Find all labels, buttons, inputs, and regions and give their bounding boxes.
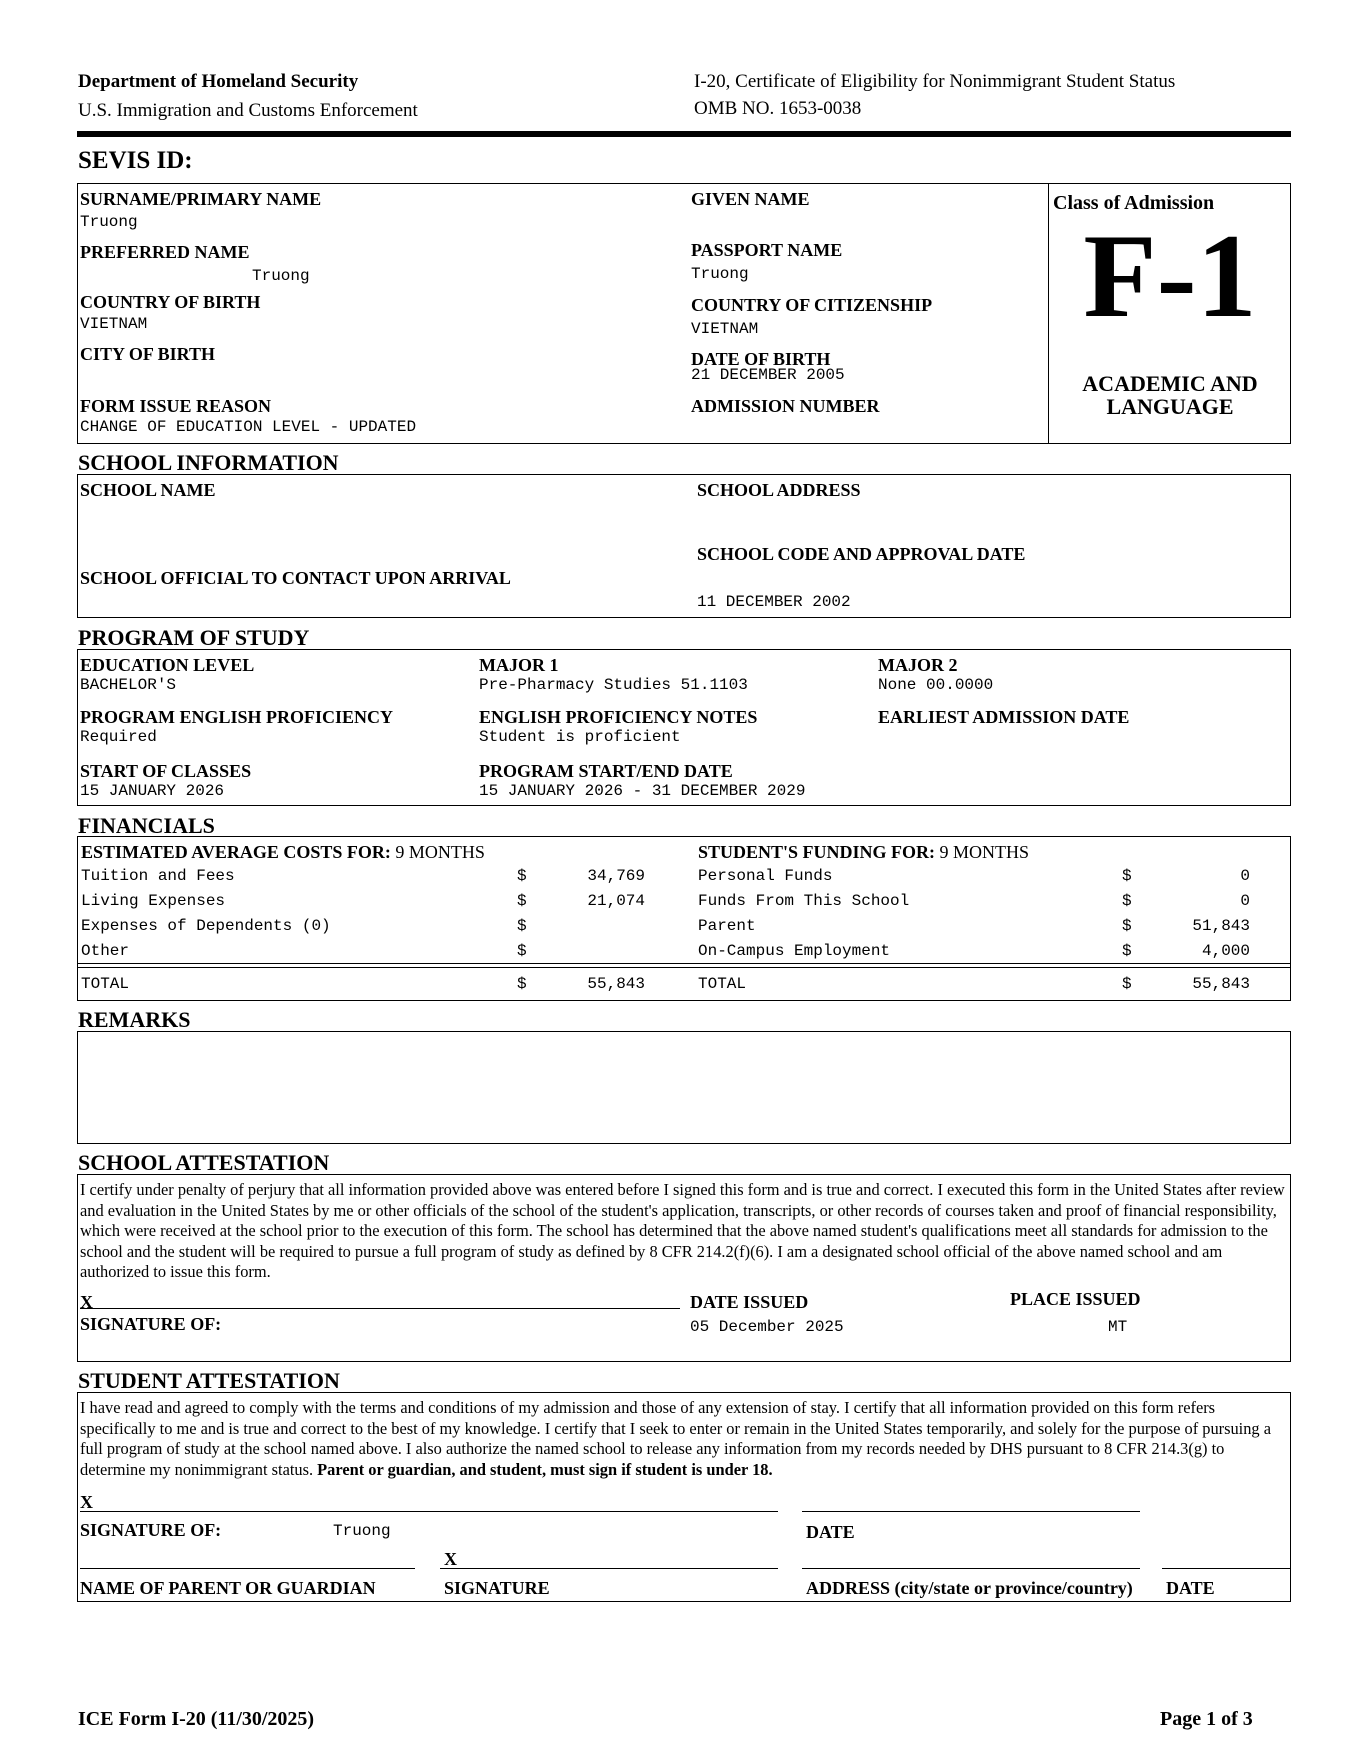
address-label: ADDRESS (city/state or province/country) xyxy=(806,1578,1133,1598)
sub-agency-name: U.S. Immigration and Customs Enforcement xyxy=(78,100,418,121)
school-code-label: SCHOOL CODE AND APPROVAL DATE xyxy=(697,544,1026,564)
parent-name-line xyxy=(80,1568,415,1569)
country-of-birth-value: VIETNAM xyxy=(80,315,148,333)
student-signature-x: X xyxy=(80,1492,93,1512)
cost-amount: 34,769 xyxy=(587,867,645,885)
parent-name-label: NAME OF PARENT OR GUARDIAN xyxy=(80,1578,376,1598)
omb-number: OMB NO. 1653-0038 xyxy=(694,98,862,119)
cost-currency: $ xyxy=(517,867,527,885)
class-of-admission-label: Class of Admission xyxy=(1053,192,1215,214)
cost-label: Living Expenses xyxy=(81,892,226,910)
form-title: I-20, Certificate of Eligibility for Nonimmigrant Student Status xyxy=(694,71,1176,92)
start-of-classes-label: START OF CLASSES xyxy=(80,761,252,781)
cost-label: Tuition and Fees xyxy=(81,867,235,885)
country-of-citizenship-value: VIETNAM xyxy=(691,320,759,338)
preferred-name-label: PREFERRED NAME xyxy=(80,242,250,262)
remarks-heading: REMARKS xyxy=(78,1007,191,1032)
costs-header-months: 9 MONTHS xyxy=(395,842,485,862)
parent-signature-label: SIGNATURE xyxy=(444,1578,550,1598)
sevis-id-label: SEVIS ID: xyxy=(78,147,193,174)
date-of-birth-value: 21 DECEMBER 2005 xyxy=(691,366,845,384)
funding-currency: $ xyxy=(1122,867,1132,885)
costs-header-label: ESTIMATED AVERAGE COSTS FOR: xyxy=(81,842,391,862)
class-divider xyxy=(1048,183,1049,444)
school-address-label: SCHOOL ADDRESS xyxy=(697,480,861,500)
footer-form-id: ICE Form I-20 (11/30/2025) xyxy=(78,1708,315,1730)
funding-total-amount: 55,843 xyxy=(1192,975,1250,993)
student-attestation-bold: Parent or guardian, and student, must sign if student is under 18. xyxy=(317,1459,773,1479)
place-issued-label: PLACE ISSUED xyxy=(1010,1289,1141,1309)
costs-total-amount: 55,843 xyxy=(587,975,645,993)
funding-amount: 0 xyxy=(1240,892,1250,910)
funding-header xyxy=(698,841,1029,863)
school-name-label: SCHOOL NAME xyxy=(80,480,216,500)
student-attestation-heading: STUDENT ATTESTATION xyxy=(78,1368,340,1393)
student-date-label: DATE xyxy=(806,1522,855,1542)
cost-amount: 21,074 xyxy=(587,892,645,910)
student-attestation-body: I have read and agreed to comply with the terms and conditions of my admission and those of any extension of stay. I certify that all information provided on this form refers specifically to me and is true and correct to the best of my knowledge. I certify that I seek to enter or remain in the United States temporarily, and solely for the purpose of pursuing a full program of study at the school named above. I also authorize the named school to release any information from my records needed by DHS pursuant to 8 CFR 214.3(g) to determine my nonimmigrant status. xyxy=(80,1398,1271,1479)
funding-currency: $ xyxy=(1122,917,1132,935)
date-issued-value: 05 December 2025 xyxy=(690,1318,844,1336)
cost-label: Expenses of Dependents (0) xyxy=(81,917,331,935)
header-rule xyxy=(77,131,1291,137)
parent-date-label: DATE xyxy=(1166,1578,1215,1598)
funding-amount: 51,843 xyxy=(1192,917,1250,935)
school-attestation-text: I certify under penalty of perjury that all information provided above was entered before I signed this form and is true and correct. I executed this form in the United States after review and evaluation in the United States by me or other officials of the school of the student's application, transcripts, or other records of courses taken and proof of financial responsibility, which were received at the school prior to the execution of this form. The school has determined that the above named student's qualifications meet all standards for admission to the school and the student will be required to pursue a full program of study as defined by 8 CFR 214.2(f)(6). I am a designated school official of the above named school and am authorized to issue this form. xyxy=(80,1180,1285,1282)
education-level-label: EDUCATION LEVEL xyxy=(80,655,255,675)
funding-currency: $ xyxy=(1122,942,1132,960)
school-signature-x: X xyxy=(80,1292,93,1312)
cost-currency: $ xyxy=(517,917,527,935)
totals-rule-2 xyxy=(77,967,1291,968)
start-of-classes-value: 15 JANUARY 2026 xyxy=(80,782,225,800)
funding-total-currency: $ xyxy=(1122,975,1132,993)
major1-label: MAJOR 1 xyxy=(479,655,559,675)
funding-header-label: STUDENT'S FUNDING FOR: xyxy=(698,842,936,862)
program-dates-label: PROGRAM START/END DATE xyxy=(479,761,733,781)
funding-label: On-Campus Employment xyxy=(698,942,891,960)
class-of-admission-desc-2: LANGUAGE xyxy=(1106,394,1234,419)
date-issued-label: DATE ISSUED xyxy=(690,1292,809,1312)
place-issued-value: MT xyxy=(1108,1318,1128,1336)
program-of-study-heading: PROGRAM OF STUDY xyxy=(78,625,310,650)
funding-currency: $ xyxy=(1122,892,1132,910)
school-information-heading: SCHOOL INFORMATION xyxy=(78,450,339,475)
admission-number-label: ADMISSION NUMBER xyxy=(691,396,880,416)
funding-header-months: 9 MONTHS xyxy=(939,842,1030,862)
student-signer-name: Truong xyxy=(333,1522,391,1540)
student-signature-label: SIGNATURE OF: xyxy=(80,1520,222,1540)
date-of-birth-label: DATE OF BIRTH xyxy=(691,349,831,369)
funding-amount: 4,000 xyxy=(1201,942,1250,960)
cost-label: Other xyxy=(81,942,130,960)
english-notes-label: ENGLISH PROFICIENCY NOTES xyxy=(479,707,758,727)
student-signature-line xyxy=(80,1511,778,1512)
footer-page-number: Page 1 of 3 xyxy=(1160,1708,1253,1730)
country-of-citizenship-label: COUNTRY OF CITIZENSHIP xyxy=(691,295,933,315)
school-official-label: SCHOOL OFFICIAL TO CONTACT UPON ARRIVAL xyxy=(80,568,511,588)
financials-heading: FINANCIALS xyxy=(78,813,215,838)
city-of-birth-label: CITY OF BIRTH xyxy=(80,344,216,364)
funding-label: Funds From This School xyxy=(698,892,910,910)
school-info-box xyxy=(77,474,1291,618)
form-issue-reason-label: FORM ISSUE REASON xyxy=(80,396,272,416)
passport-name-label: PASSPORT NAME xyxy=(691,240,843,260)
student-date-line xyxy=(802,1511,1140,1512)
school-signature-line xyxy=(80,1308,680,1309)
funding-amount: 0 xyxy=(1240,867,1250,885)
preferred-name-value: Truong xyxy=(252,267,310,285)
major2-value: None 00.0000 xyxy=(878,676,994,694)
school-approval-date: 11 DECEMBER 2002 xyxy=(697,593,851,611)
english-notes-value: Student is proficient xyxy=(479,728,681,746)
major2-label: MAJOR 2 xyxy=(878,655,958,675)
education-level-value: BACHELOR'S xyxy=(80,676,177,694)
parent-signature-line xyxy=(440,1568,778,1569)
major1-value: Pre-Pharmacy Studies 51.1103 xyxy=(479,676,748,694)
funding-total-label: TOTAL xyxy=(698,975,747,993)
surname-value: Truong xyxy=(80,213,138,231)
english-proficiency-label: PROGRAM ENGLISH PROFICIENCY xyxy=(80,707,394,727)
student-attestation-text xyxy=(80,1398,1286,1480)
cost-currency: $ xyxy=(517,942,527,960)
earliest-admission-label: EARLIEST ADMISSION DATE xyxy=(878,707,1130,727)
address-line xyxy=(802,1568,1140,1569)
class-of-admission-desc-1: ACADEMIC AND xyxy=(1082,371,1258,396)
school-attestation-heading: SCHOOL ATTESTATION xyxy=(78,1150,330,1175)
form-issue-reason-value: CHANGE OF EDUCATION LEVEL - UPDATED xyxy=(80,418,417,436)
program-dates-value: 15 JANUARY 2026 - 31 DECEMBER 2029 xyxy=(479,782,806,800)
agency-name: Department of Homeland Security xyxy=(78,71,359,92)
costs-total-label: TOTAL xyxy=(81,975,130,993)
funding-label: Personal Funds xyxy=(698,867,833,885)
english-proficiency-value: Required xyxy=(80,728,157,746)
given-name-label: GIVEN NAME xyxy=(691,189,810,209)
costs-header xyxy=(81,841,485,863)
parent-date-line xyxy=(1162,1568,1290,1569)
remarks-box xyxy=(77,1031,1291,1144)
totals-rule-1 xyxy=(77,963,1291,964)
cost-currency: $ xyxy=(517,892,527,910)
class-of-admission-code: F-1 xyxy=(1083,209,1257,342)
country-of-birth-label: COUNTRY OF BIRTH xyxy=(80,292,261,312)
school-signature-label: SIGNATURE OF: xyxy=(80,1314,222,1334)
surname-label: SURNAME/PRIMARY NAME xyxy=(80,189,322,209)
passport-name-value: Truong xyxy=(691,265,749,283)
funding-label: Parent xyxy=(698,917,756,935)
costs-total-currency: $ xyxy=(517,975,527,993)
parent-signature-x: X xyxy=(444,1549,457,1569)
